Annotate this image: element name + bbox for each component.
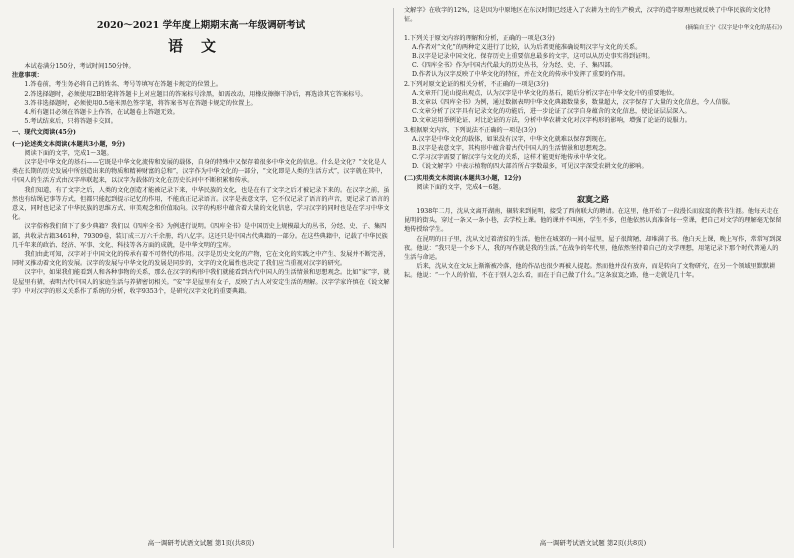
reading-instruction: 阅读下面的文字，完成1～3题。: [24, 149, 113, 157]
section-heading: 一、现代文阅读(45分): [12, 129, 76, 137]
article-continuation: 文解字》在收字的12%，这是因为中原地区在东汉时期已经进入了农耕为主的生产模式，汉字的造字原理也就反映了中华民族的文化特征。: [404, 7, 771, 24]
question-2: 2.下列对原文论证的相关分析，不正确的一项是(3分): [404, 80, 549, 88]
notice-item: 5.考试结束后，只将答题卡交回。: [24, 118, 117, 126]
question-option: A.汉字是中华文化的载体，如果没有汉字，中华文化就难以保存到现在。: [412, 135, 611, 143]
article-paragraph: 我们知道，有了文字之后，人类的文化创造才能被记录下来，中华民族的文化，也是在有了文字之后才被记录下来的。在汉字之前，虽然也有结绳记事等方式，但都只能起到提示记忆的作用，不能真正记录语言。汉字是表意文字，它不仅记录了语言的声音，更记录了语言的意义，同时也记录了中华民族的思维方式、审美观念和价值取向。汉字的构形中蕴含着大量的文化信息，学习汉字的同时也是在学习中华文化。: [12, 186, 390, 222]
notice-item: 2.答选择题时，必须使用2B铅笔将答题卡上对应题目的答案标号涂黑，如需改动，用橡皮擦擦干净后，再选涂其它答案标号。: [24, 90, 367, 98]
question-option: C.文章分析了汉字具有记录文化的功能后，进一步论证了汉字自身蕴含的文化信息，使论证层层深入。: [412, 108, 691, 116]
notice-item: 4.所有题目必须在答题卡上作答，在试题卷上答题无效。: [24, 109, 179, 117]
article-paragraph: 1938年二月，沈从文离开湖南，辗转来到昆明，接受了西南联大的聘请。在这里，他开始了一段漫长而寂寞的教书生涯。他每天走在昆明的街头，穿过一条又一条小巷，去学校上课。他的课并不叫座，学生不多，但他依然认真准备每一堂课，把自己对文学的理解毫无保留地传授给学生。: [404, 208, 782, 234]
page-divider: [393, 8, 394, 548]
question-option: B.汉字是记录中国文化、保存历史上重要信息最多的文字，这可以从历史事实得到证明。: [412, 53, 654, 61]
notice-item: 3.答非选择题时，必须使用0.5毫米黑色签字笔，将答案书写在答题卡规定的位置上。: [24, 99, 257, 107]
subsection-heading: (一)论述类文本阅读(本题共3小题，9分): [12, 140, 126, 148]
question-option: D.作者认为汉字反映了中华文化的特征，并在文化的传承中发挥了重要的作用。: [412, 71, 630, 79]
article-title: 寂寞之路: [577, 194, 609, 205]
question-option: B.汉字是表意文字，其构形中蕴含着古代中国人的生活情景和思想观念。: [412, 145, 611, 153]
question-option: B.文章以《四库全书》为例，通过数据表明中华文化典籍数量多，数量超大，汉字保存了大量的文化信息，令人信服。: [412, 99, 735, 107]
page-footer: 高一调研考试语文试题 第2页(共8页): [539, 539, 647, 547]
question-option: D.《说文解字》中表示植物的四大部首所占字数最多，可见汉字深受农耕文化的影响。: [412, 163, 648, 171]
article-source: (摘编自王宁《汉字是中华文化的基石》): [685, 25, 782, 32]
article-paragraph: 汉字中，如果我们能看到人和各种事物的关系，那么在汉字的构形中我们就能看到古代中国人的生活情景和思想观念。比如“家”字，就是屋里有猪，表明古代中国人的家庭生活与养猪密切相关。“安”字是屋里有女子，反映了古人对安定生活的理解。汉字学家许慎在《说文解字》中对汉字的形义关系作了系统的分析，收字9353个，是研究汉字文化的重要典籍。: [12, 269, 390, 295]
article-paragraph: 我们由此可知，汉字对于中国文化的传承有着不可替代的作用。汉字是历史文化的产物，它在文化的实践之中产生、发展并不断完善，同时又推动着文化的发展。汉字的发展与中华文化的发展是同步的，文字的文化属性也决定了我们应当重视对汉字的研究。: [12, 251, 390, 268]
article-paragraph: 后来，沈从文在文坛上渐渐被冷落，他的作品也很少再被人提起。然而他并没有放弃，而是转向了文物研究，在另一个领域里默默耕耘。他说：“一个人的价值，不在于别人怎么看，而在于自己做了什么。”这条寂寞之路，他一走就是几十年。: [404, 263, 776, 280]
reading-instruction: 阅读下面的文字，完成4～6题。: [416, 183, 505, 191]
question-option: A.文章开门见山提出观点，认为汉字是中华文化的基石，随后分析汉字在中华文化中的重要地位。: [412, 89, 679, 97]
article-paragraph: 汉字俗称我们留下了多少典籍？我们以《四库全书》为例进行说明。《四库全书》是中国历史上规模最大的丛书，分经、史、子、集四部，共收录古籍3461种，79309卷，装订成三万六千余册，约八亿字。这还只是中国古代典籍的一部分。在这些典籍中，记载了中华民族几千年来的政治、经济、军事、文化、科技等各方面的成就，是中华文明的宝库。: [12, 223, 388, 249]
question-option: D.文章运用举例论证、对比论证的方法，分析中华农耕文化对汉字构形的影响，增强了论证的说服力。: [412, 117, 691, 125]
question-3: 3.根据原文内容，下列说法不正确的一项是(3分): [404, 126, 537, 134]
right-page: [404, 6, 782, 548]
exam-info: 本试卷满分150分，考试时间150分钟。: [24, 63, 135, 70]
article-paragraph: 在昆明的日子里，沈从文过着清贫的生活。他住在城郊的一间小屋里，屋子很简陋，却堆满了书。他白天上课，晚上写作，常常写到深夜。他说：“我只是一个乡下人，我的写作就是我的生活。”在战争的年代里，他依然坚持着自己的文学理想，用笔记录下那个时代普通人的生活与命运。: [404, 235, 782, 262]
question-option: C.《四库全书》作为中国古代最大的历史丛书，分为经、史、子、集四部。: [412, 62, 617, 70]
notice-heading: 注意事项：: [12, 72, 43, 80]
exam-title: 2020～2021 学年度上期期末高一年级调研考试: [96, 20, 306, 31]
page-footer: 高一调研考试语文试题 第1页(共8页): [147, 539, 255, 547]
subsection-heading: (二)实用类文本阅读(本题共3小题，12分): [404, 174, 522, 182]
question-1: 1.下列关于原文内容的理解和分析，正确的一项是(3分): [404, 34, 555, 42]
article-paragraph: 汉字是中华文化的基石——它既是中华文化流传和发展的载体，自身的特殊中又保存着很多中华文化的信息。什么是文化？“文化是人类在长期的历史发展中所创造出来的物质和精神财富的总和”，汉字作为中华文化的一部分，“文化即是人类的生活方式”，汉字就在其中，中国人的生活方式由汉字串联起来，以汉字为载体的文化在历史长河中不断积累和传承。: [12, 159, 387, 185]
subject-title: 语文: [167, 37, 234, 55]
notice-item: 1.答卷前，考生务必将自己的姓名、考号等填写在答题卡规定的位置上。: [24, 81, 223, 89]
question-option: A.作者对“文化”的两种定义进行了比较，认为后者更能准确说明汉字与文化的关系。: [412, 43, 642, 51]
left-page: [12, 6, 390, 548]
question-option: C.学习汉字需要了解汉字与文化的关系，这样才能更好地传承中华文化。: [412, 154, 611, 162]
